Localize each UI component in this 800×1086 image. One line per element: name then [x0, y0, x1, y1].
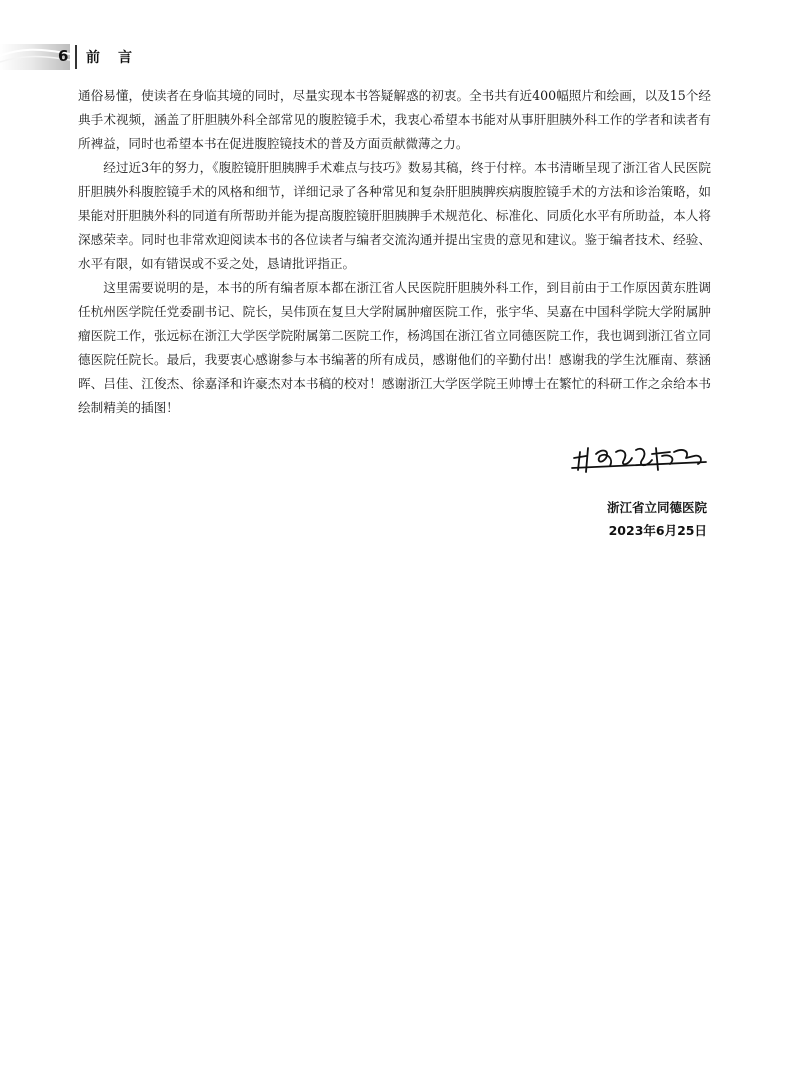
- section-title: 前言: [86, 50, 150, 66]
- signature-affiliation: 浙江省立同德医院: [606, 500, 707, 515]
- body-text: [78, 84, 711, 420]
- handwritten-signature: [566, 440, 712, 478]
- paragraph: 经过近3年的努力，《腹腔镜肝胆胰脾手术难点与技巧》数易其稿，终于付梓。本书清晰呈现了浙江省人民医院肝胆胰外科腹腔镜手术的风格和细节，详细记录了各种常见和复杂肝胆胰脾疾病腹腔镜手术的方法和诊治策略，如果能对肝胆胰外科的同道有所帮助并能为提高腹腔镜肝胆胰脾手术规范化、标准化、同质化水平有所助益，本人将深感荣幸。同时也非常欢迎阅读本书的各位读者与编者交流沟通并提出宝贵的意见和建议。鉴于编者技术、经验、水平有限，如有错误或不妥之处，恳请批评指正。: [78, 160, 711, 271]
- paragraph: 这里需要说明的是，本书的所有编者原本都在浙江省人民医院肝胆胰外科工作，到目前由于工作原因黄东胜调任杭州医学院任党委副书记、院长，吴伟顶在复旦大学附属肿瘤医院工作，张宇华、吴嘉在中国科学院大学附属肿瘤医院工作，张远标在浙江大学医学院附属第二医院工作，杨鸿国在浙江省立同德医院工作，我也调到浙江省立同德医院任院长。最后，我要衷心感谢参与本书编著的所有成员，感谢他们的辛勤付出！感谢我的学生沈雁南、蔡涵晖、吕佳、江俊杰、徐嘉泽和许豪杰对本书稿的校对！感谢浙江大学医学院王帅博士在繁忙的科研工作之余给本书绘制精美的插图！: [78, 280, 711, 415]
- header-divider: [75, 45, 77, 69]
- signature-date: 2023年6月25日: [608, 523, 707, 538]
- page-number: 6: [58, 47, 69, 65]
- paragraph-continued: 通俗易懂，使读者在身临其境的同时，尽量实现本书答疑解惑的初衷。全书共有近400幅照片和绘画，以及15个经典手术视频，涵盖了肝胆胰外科全部常见的腹腔镜手术，我衷心希望本书能对从事肝胆胰外科工作的学者和读者有所裨益，同时也希望本书在促进腹腔镜技术的普及方面贡献微薄之力。: [78, 88, 711, 151]
